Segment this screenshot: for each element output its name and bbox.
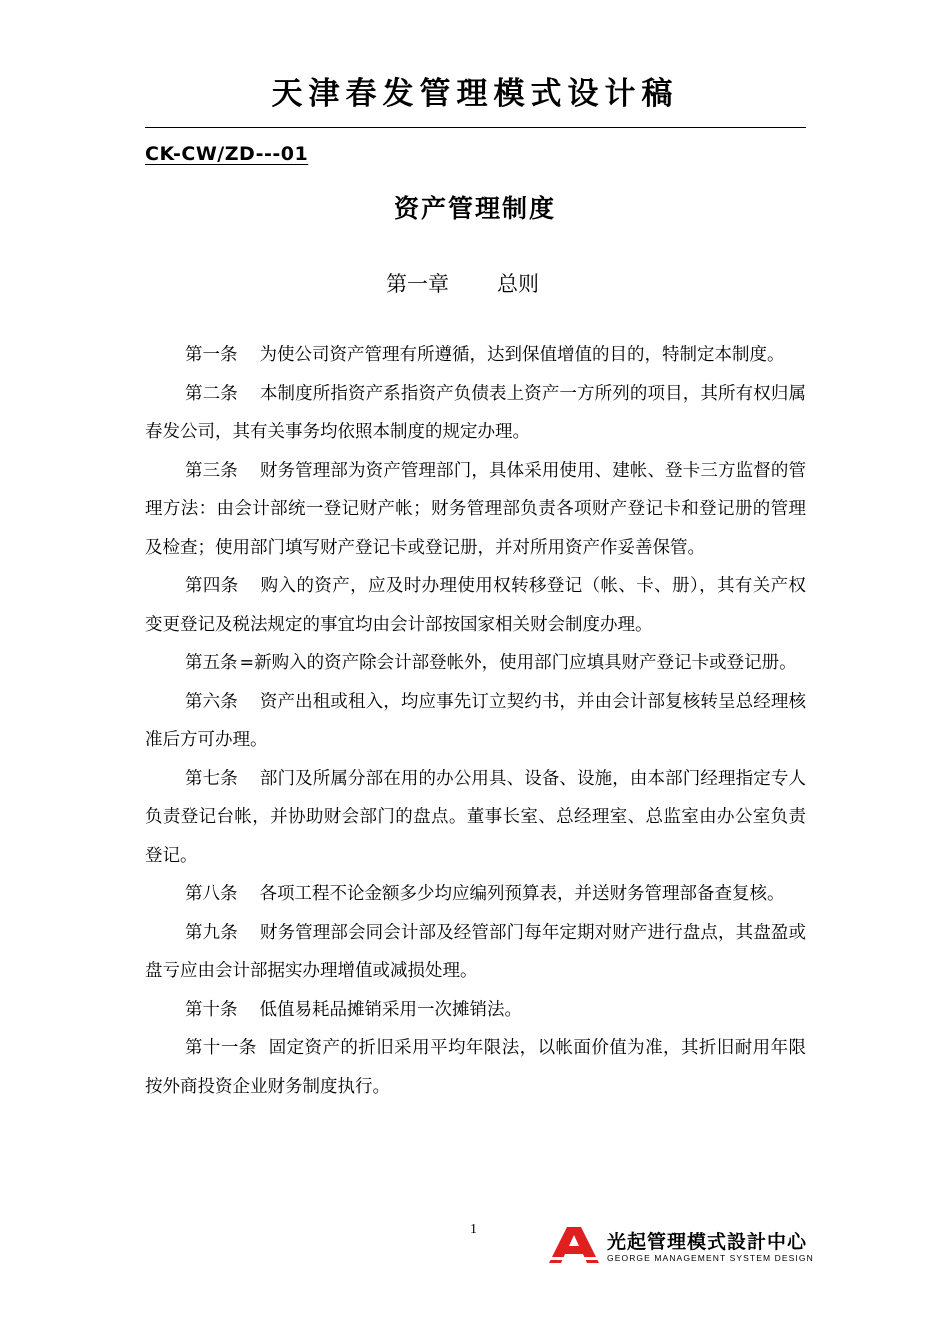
article-text: 固定资产的折旧采用平均年限法，以帐面价值为准，其折旧耐用年限按外商投资企业财务制度执行。 xyxy=(145,1038,807,1097)
footer-logo xyxy=(545,1225,815,1267)
document-title: 资产管理制度 xyxy=(393,194,556,223)
logo-name: 光起管理模式設計中心 xyxy=(607,1231,808,1253)
chapter-heading xyxy=(386,268,539,298)
article-number: 第七条 xyxy=(185,768,238,789)
article-2 xyxy=(145,375,806,452)
article-8 xyxy=(145,875,806,914)
article-number: 第九条 xyxy=(185,922,238,943)
header-title: 天津春发管理模式设计稿 xyxy=(271,76,679,112)
article-number: 第十一条 xyxy=(185,1038,257,1058)
article-number: 第六条 xyxy=(185,691,238,712)
article-1 xyxy=(145,336,806,375)
article-4 xyxy=(145,567,806,644)
article-list xyxy=(145,336,806,1106)
article-3 xyxy=(145,452,806,568)
chapter-name: 总则 xyxy=(497,272,539,296)
article-text: 部门及所属分部在用的办公用具、设备、设施，由本部门经理指定专人负责登记台帐，并协助财会部门的盘点。董事长室、总经理室、总监室由办公室负责登记。 xyxy=(145,768,807,866)
article-text: 为使公司资产管理有所遵循，达到保值增值的目的，特制定本制度。 xyxy=(259,345,785,365)
article-text: 资产出租或租入，均应事先订立契约书，并由会计部复核转呈总经理核准后方可办理。 xyxy=(145,691,807,750)
article-7 xyxy=(145,760,806,876)
article-number: 第三条 xyxy=(185,460,238,481)
page-number: 1 xyxy=(470,1222,477,1237)
article-number: 第四条 xyxy=(185,576,239,596)
logo-subtitle: GEORGE MANAGEMENT SYSTEM DESIGN xyxy=(607,1253,814,1263)
article-text: 各项工程不论金额多少均应编列预算表，并送财务管理部备查复核。 xyxy=(259,884,785,904)
article-10 xyxy=(145,991,806,1030)
article-text: =新购入的资产除会计部登帐外，使用部门应填具财产登记卡或登记册。 xyxy=(239,653,797,673)
article-6 xyxy=(145,683,806,760)
article-text: 财务管理部为资产管理部门，具体采用使用、建帐、登卡三方监督的管理方法：由会计部统一登记财产帐；财务管理部负责各项财产登记卡和登记册的管理及检查；使用部门填写财产登记卡或登记册，并对所用资产作妥善保管。 xyxy=(145,460,807,558)
logo-a-icon xyxy=(545,1225,603,1265)
article-number: 第十条 xyxy=(185,999,238,1020)
article-text: 购入的资产，应及时办理使用权转移登记（帐、卡、册），其有关产权变更登记及税法规定的事宜均由会计部按国家相关财会制度办理。 xyxy=(145,576,807,635)
chapter-number: 第一章 xyxy=(386,272,449,296)
article-5 xyxy=(145,644,806,683)
article-text: 本制度所指资产系指资产负债表上资产一方所列的项目，其所有权归属春发公司，其有关事务均依照本制度的规定办理。 xyxy=(145,383,807,442)
article-11 xyxy=(145,1029,806,1106)
article-number: 第一条 xyxy=(185,345,238,365)
header-divider xyxy=(145,127,806,128)
article-number: 第二条 xyxy=(185,383,238,404)
article-text: 财务管理部会同会计部及经管部门每年定期对财产进行盘点，其盘盈或盘亏应由会计部据实办理增值或减损处理。 xyxy=(145,922,807,981)
article-9 xyxy=(145,914,806,991)
article-number: 第八条 xyxy=(185,884,238,904)
document-code: CK-CW/ZD---01 xyxy=(145,143,309,165)
article-number: 第五条 xyxy=(185,653,238,673)
article-text: 低值易耗品摊销采用一次摊销法。 xyxy=(259,999,522,1020)
